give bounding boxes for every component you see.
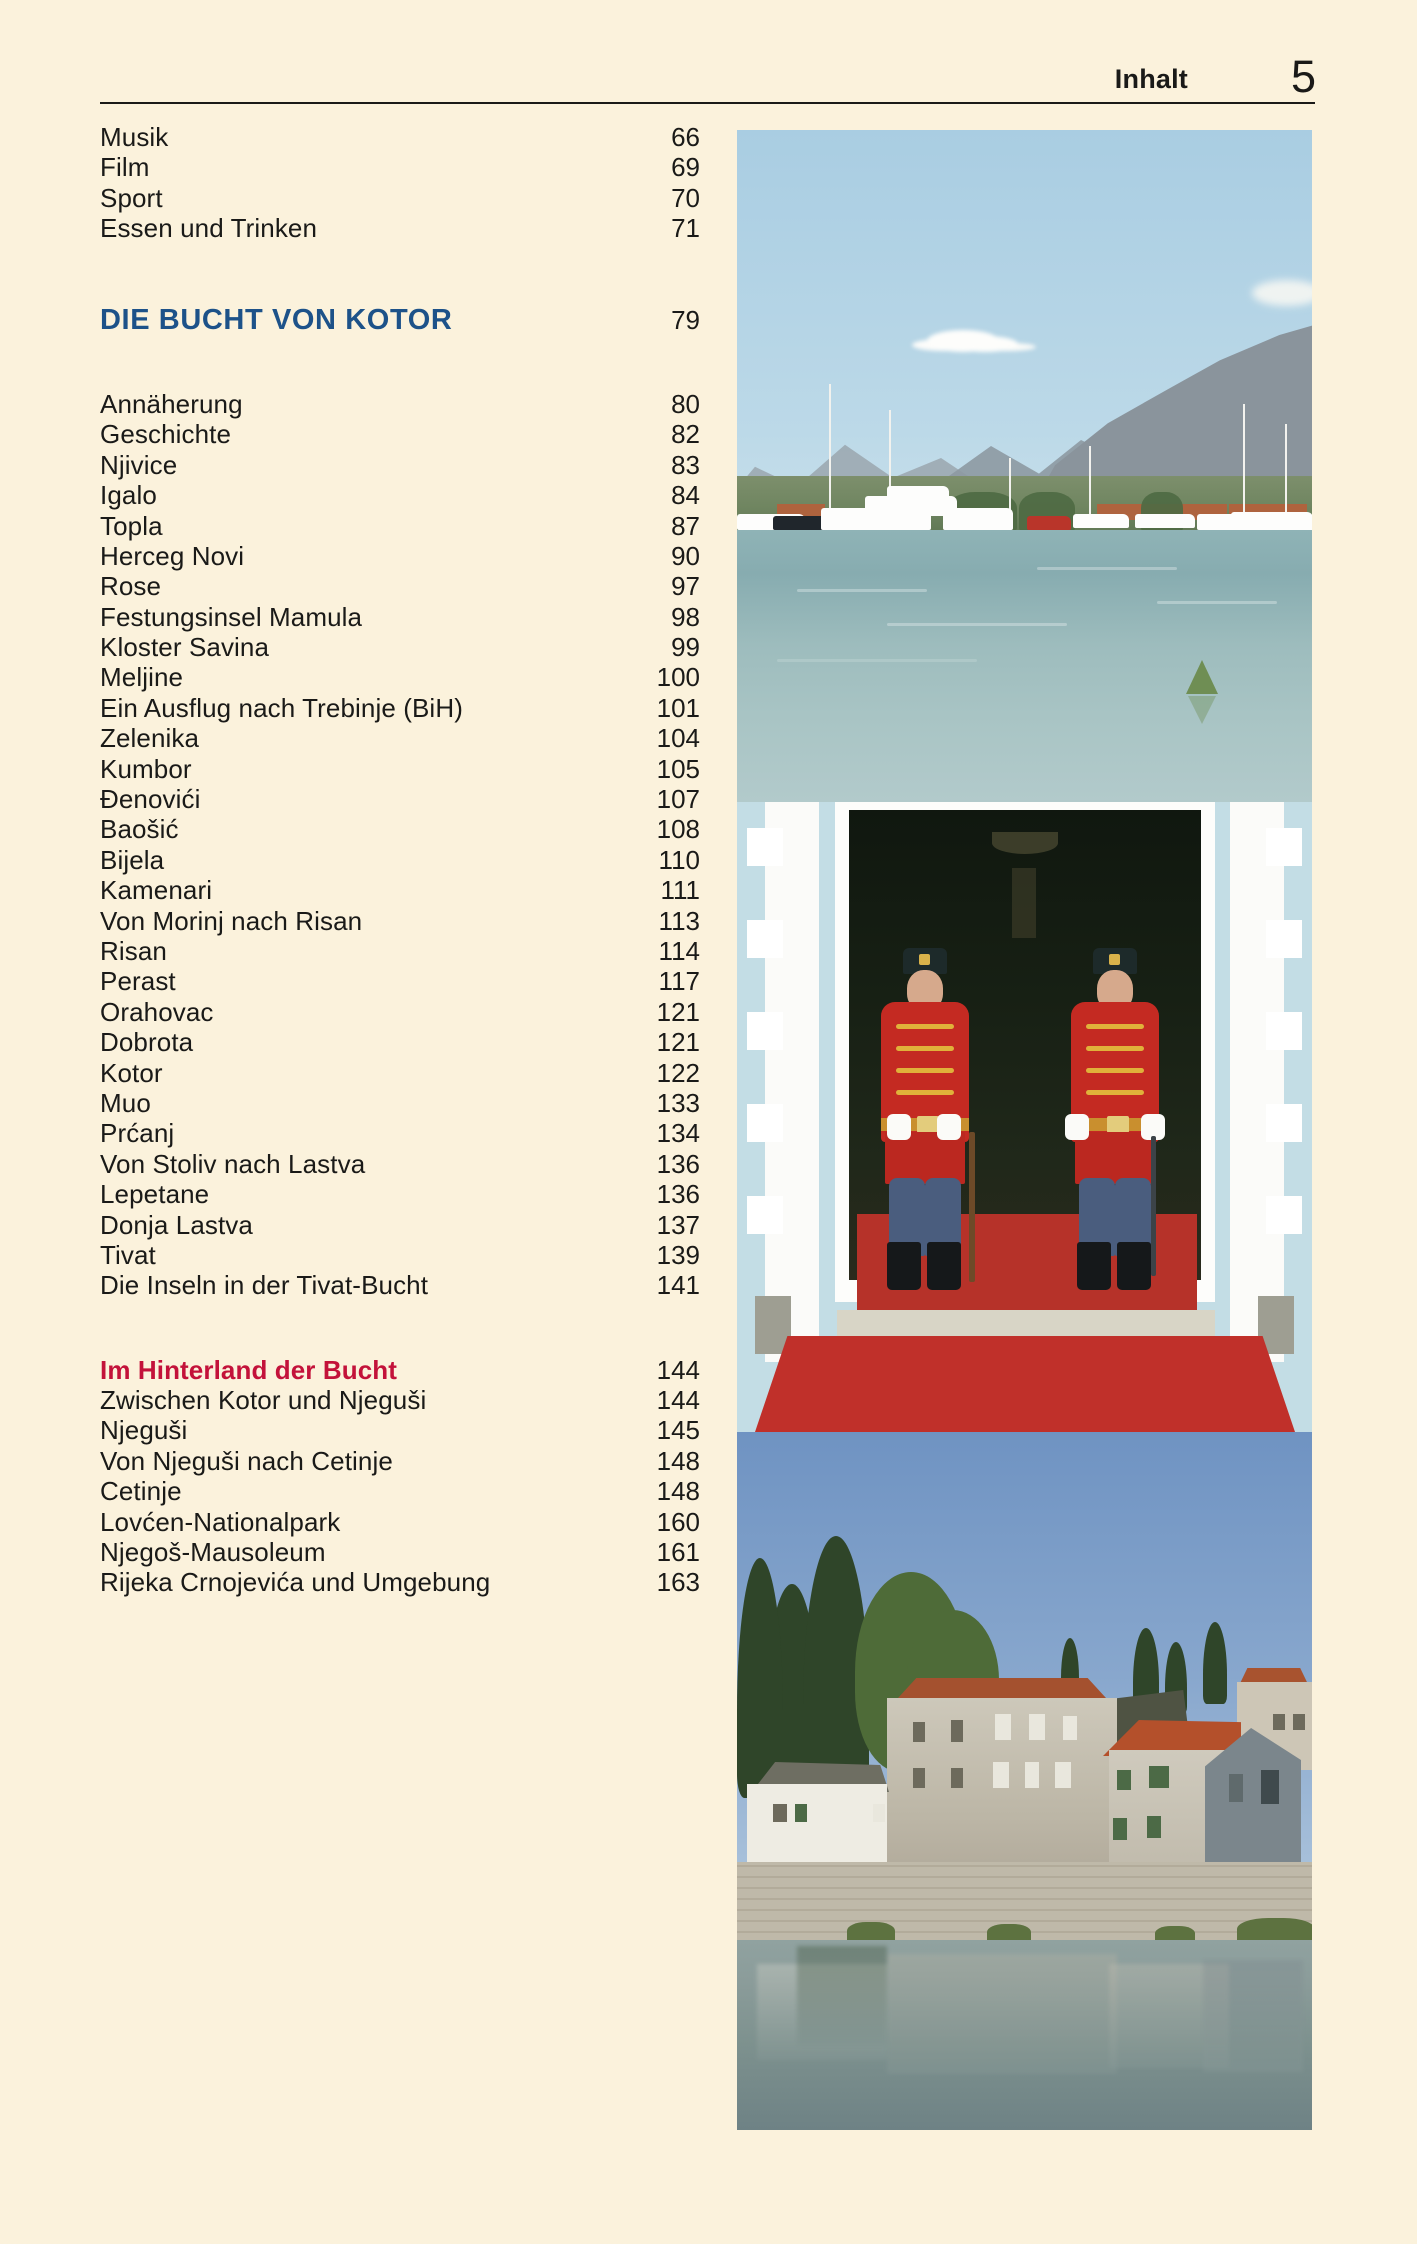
toc-entry-page: 87 <box>671 510 700 541</box>
toc-entry[interactable] <box>100 122 700 152</box>
toc-entry-label: Topla <box>100 510 163 541</box>
water <box>737 530 1312 802</box>
toc-entry-page: 144 <box>656 1354 700 1385</box>
toc-spacer <box>100 335 700 389</box>
toc-entry-page: 66 <box>671 122 700 152</box>
toc-entry-page: 134 <box>656 1118 700 1149</box>
toc-entry-label: Njeguši <box>100 1415 188 1446</box>
cloud-icon <box>1252 280 1312 306</box>
quoin-block <box>747 1104 783 1142</box>
toc-entry[interactable] <box>100 632 700 662</box>
toc-entry-page: 114 <box>658 935 700 966</box>
quoin-block <box>747 1196 783 1234</box>
toc-entry[interactable] <box>100 1537 700 1567</box>
white-glove <box>887 1114 911 1140</box>
toc-entry-label: Donja Lastva <box>100 1209 253 1240</box>
toc-entry[interactable] <box>100 1385 700 1415</box>
toc-entry[interactable] <box>100 784 700 814</box>
toc-entry[interactable] <box>100 662 700 692</box>
toc-entry-label: Lovćen-Nationalpark <box>100 1506 341 1537</box>
belt-buckle <box>1107 1116 1129 1133</box>
window <box>873 1804 885 1822</box>
window <box>1293 1714 1305 1730</box>
window <box>951 1768 963 1788</box>
toc-entry-page: 83 <box>671 449 700 480</box>
toc-entry-label: Prćanj <box>100 1118 175 1149</box>
toc-entry-page: 82 <box>671 419 700 450</box>
toc-entry-label: Meljine <box>100 662 184 693</box>
toc-entry[interactable] <box>100 511 700 541</box>
toc-entry-label: Musik <box>100 122 169 152</box>
cloud-icon <box>927 330 999 352</box>
guard-boot <box>887 1242 921 1290</box>
toc-entry-label: DIE BUCHT VON KOTOR <box>100 303 453 336</box>
toc-entry-page: 160 <box>656 1506 700 1537</box>
toc-entry-label: Muo <box>100 1087 151 1118</box>
red-carpet <box>755 1336 1295 1432</box>
toc-entry-page: 101 <box>656 692 700 723</box>
window-shutter <box>1113 1818 1127 1840</box>
toc-entry-label: Zwischen Kotor und Njeguši <box>100 1385 427 1416</box>
toc-entry-label: Annäherung <box>100 388 243 419</box>
toc-entry-label: Kloster Savina <box>100 632 270 663</box>
toc-entry[interactable] <box>100 906 700 936</box>
toc-entry[interactable] <box>100 1270 700 1300</box>
toc-entry-label: Von Njeguši nach Cetinje <box>100 1445 393 1476</box>
guard-boot <box>927 1242 961 1290</box>
toc-entry[interactable] <box>100 213 700 243</box>
cap-badge <box>919 954 930 965</box>
toc-entry[interactable] <box>100 875 700 905</box>
toc-entry-page: 137 <box>656 1209 700 1240</box>
toc-entry-page: 84 <box>671 480 700 511</box>
toc-entry-label: Rose <box>100 571 162 602</box>
mast <box>829 384 831 516</box>
gold-braid <box>896 1090 954 1095</box>
door <box>1261 1770 1279 1804</box>
toc-entry-page: 105 <box>656 753 700 784</box>
mast <box>1243 404 1245 516</box>
toc-entry-label: Risan <box>100 935 167 966</box>
toc-entry-page: 136 <box>656 1148 700 1179</box>
toc-section-heading[interactable] <box>100 305 700 335</box>
toc-entry-page: 79 <box>671 304 700 335</box>
toc-entry-page: 122 <box>656 1057 700 1088</box>
toc-entry-label: Herceg Novi <box>100 540 245 571</box>
yacht <box>943 508 1013 530</box>
guard-boot <box>1077 1242 1111 1290</box>
toc-entry[interactable] <box>100 541 700 571</box>
guard-left <box>865 946 985 1276</box>
toc-entry[interactable] <box>100 1088 700 1118</box>
toc-entry-label: Im Hinterland der Bucht <box>100 1354 397 1385</box>
mast <box>1009 458 1011 516</box>
toc-entry[interactable] <box>100 845 700 875</box>
toc-entry-page: 148 <box>656 1445 700 1476</box>
quoin-block <box>747 1012 783 1050</box>
toc-entry-label: Rijeka Crnojevića und Umgebung <box>100 1567 491 1598</box>
quoin-block <box>1266 1196 1302 1234</box>
buoy-reflection <box>1188 696 1216 724</box>
toc-entry-label: Orahovac <box>100 996 214 1027</box>
toc-entry-label: Lepetane <box>100 1179 210 1210</box>
toc-entry-label: Von Stoliv nach Lastva <box>100 1148 366 1179</box>
toc-entry[interactable] <box>100 1149 700 1179</box>
window-shutter <box>1149 1766 1169 1788</box>
toc-spacer <box>100 244 700 305</box>
toc-entry[interactable] <box>100 723 700 753</box>
window <box>773 1804 787 1822</box>
toc-entry-page: 108 <box>656 814 700 845</box>
window-shutter <box>1147 1816 1161 1838</box>
window <box>995 1714 1011 1740</box>
page-number: 5 <box>1290 51 1315 102</box>
toc-entry-page: 144 <box>656 1385 700 1416</box>
window <box>1025 1762 1039 1788</box>
toc-entry[interactable] <box>100 1476 700 1506</box>
toc-entry-page: 100 <box>656 662 700 693</box>
gold-braid <box>896 1024 954 1029</box>
running-head-title: Inhalt <box>1114 64 1188 94</box>
boat <box>1027 516 1071 530</box>
building-reflection <box>887 1954 1117 2074</box>
gold-braid <box>1086 1068 1144 1073</box>
window <box>1029 1714 1045 1740</box>
mast <box>1089 446 1091 516</box>
window <box>951 1720 963 1742</box>
gold-braid <box>1086 1046 1144 1051</box>
toc-entry-label: Igalo <box>100 480 157 511</box>
toc-entry-page: 163 <box>656 1567 700 1598</box>
water-reflection <box>777 659 977 662</box>
water-reflection <box>887 623 1067 626</box>
toc-entry[interactable] <box>100 1210 700 1240</box>
building-reflection <box>1203 1960 1303 2072</box>
toc-entry[interactable] <box>100 1507 700 1537</box>
tunic-skirt <box>1075 1132 1155 1184</box>
toc-entry[interactable] <box>100 814 700 844</box>
toc-subsection-heading[interactable] <box>100 1355 700 1385</box>
toc-entry-label: Zelenika <box>100 723 200 754</box>
toc-entry[interactable] <box>100 693 700 723</box>
boat <box>1073 514 1129 528</box>
toc-entry-page: 90 <box>671 540 700 571</box>
gold-braid <box>1086 1024 1144 1029</box>
toc-entry[interactable] <box>100 571 700 601</box>
toc-entry-label: Tivat <box>100 1239 156 1270</box>
toc-entry-page: 136 <box>656 1179 700 1210</box>
toc-entry[interactable] <box>100 450 700 480</box>
toc-entry[interactable] <box>100 480 700 510</box>
toc-entry[interactable] <box>100 419 700 449</box>
gold-braid <box>896 1068 954 1073</box>
toc-entry-page: 99 <box>671 632 700 663</box>
window <box>993 1762 1009 1788</box>
sabre <box>1151 1136 1156 1276</box>
gold-braid <box>1086 1090 1144 1095</box>
window <box>1055 1762 1071 1788</box>
water-reflection <box>797 589 927 592</box>
water-reflection <box>1037 567 1177 570</box>
quoin-column <box>1230 802 1284 1362</box>
cap-badge <box>1109 954 1120 965</box>
window <box>1273 1714 1285 1730</box>
toc-entry[interactable] <box>100 754 700 784</box>
toc-entry-page: 80 <box>671 388 700 419</box>
toc-entry-page: 107 <box>656 784 700 815</box>
quoin-block <box>747 920 783 958</box>
window <box>913 1768 925 1788</box>
toc-entry-page: 145 <box>656 1415 700 1446</box>
white-glove <box>1065 1114 1089 1140</box>
belt-buckle <box>917 1116 939 1133</box>
guard-right <box>1055 946 1175 1276</box>
toc-entry-page: 97 <box>671 571 700 602</box>
toc-entry-page: 139 <box>656 1239 700 1270</box>
toc-entry-label: Cetinje <box>100 1476 182 1507</box>
toc-entry-label: Perast <box>100 966 176 997</box>
toc-entry-label: Film <box>100 152 150 183</box>
toc-entry[interactable] <box>100 183 700 213</box>
photo-column <box>737 130 1312 2130</box>
quoin-block <box>1266 1104 1302 1142</box>
toc-entry[interactable] <box>100 1027 700 1057</box>
toc-entry-page: 110 <box>658 844 700 875</box>
toc-entry-page: 133 <box>656 1087 700 1118</box>
toc-entry-page: 98 <box>671 601 700 632</box>
harbour-photo <box>737 130 1312 802</box>
toc-entry-label: Kumbor <box>100 753 192 784</box>
toc-entry-page: 70 <box>671 182 700 213</box>
toc-entry-label: Njivice <box>100 449 178 480</box>
toc-entry[interactable] <box>100 1415 700 1445</box>
toc-entry[interactable] <box>100 602 700 632</box>
toc-entry[interactable] <box>100 1179 700 1209</box>
toc-entry-label: Sport <box>100 182 163 213</box>
toc-entry-label: Njegoš-Mausoleum <box>100 1537 326 1568</box>
toc-entry-label: Đenovići <box>100 784 201 815</box>
mast <box>1285 424 1287 516</box>
toc-entry[interactable] <box>100 152 700 182</box>
toc-entry-page: 121 <box>656 1027 700 1058</box>
riverside-town-photo <box>737 1432 1312 2130</box>
window-shutter <box>795 1804 807 1822</box>
window-shutter <box>1117 1770 1131 1790</box>
toc-entry-label: Kamenari <box>100 875 213 906</box>
yacht <box>887 486 949 502</box>
toc-entry-page: 148 <box>656 1476 700 1507</box>
water-reflection <box>1157 601 1277 604</box>
rifle <box>969 1132 975 1282</box>
toc-entry-label: Bijela <box>100 844 165 875</box>
toc-entry-label: Von Morinj nach Risan <box>100 905 363 936</box>
quoin-block <box>1266 920 1302 958</box>
window <box>913 1722 925 1742</box>
toc-entry-label: Geschichte <box>100 419 232 450</box>
toc-entry-label: Dobrota <box>100 1027 194 1058</box>
toc-entry-page: 104 <box>656 723 700 754</box>
tree-reflection <box>797 1946 887 2046</box>
lamp <box>1012 868 1036 938</box>
white-glove <box>937 1114 961 1140</box>
toc-entry-label: Kotor <box>100 1057 163 1088</box>
toc-entry-page: 69 <box>671 152 700 183</box>
toc-entry-label: Essen und Trinken <box>100 213 318 244</box>
quoin-block <box>1266 1012 1302 1050</box>
toc-entry-label: Baošić <box>100 814 179 845</box>
toc-spacer <box>100 1301 700 1355</box>
toc-entry-label: Die Inseln in der Tivat-Bucht <box>100 1270 429 1301</box>
toc-entry-page: 161 <box>656 1537 700 1568</box>
threshold-step <box>837 1310 1215 1336</box>
toc-entry-page: 111 <box>660 875 700 906</box>
gold-braid <box>896 1046 954 1051</box>
toc-entry[interactable] <box>100 1446 700 1476</box>
guards-photo <box>737 802 1312 1432</box>
toc-entry[interactable] <box>100 389 700 419</box>
toc-entry[interactable] <box>100 1058 700 1088</box>
running-head <box>100 48 1315 104</box>
toc-entry[interactable] <box>100 997 700 1027</box>
table-of-contents <box>100 122 700 1598</box>
toc-entry[interactable] <box>100 1567 700 1597</box>
toc-entry-page: 71 <box>671 213 700 244</box>
window <box>1229 1774 1243 1802</box>
quoin-block <box>1266 828 1302 866</box>
boat <box>1135 514 1195 528</box>
toc-entry[interactable] <box>100 1240 700 1270</box>
toc-entry-page: 121 <box>656 996 700 1027</box>
toc-entry-page: 141 <box>656 1270 700 1301</box>
window <box>1063 1716 1077 1740</box>
toc-entry-label: Ein Ausflug nach Trebinje (BiH) <box>100 692 463 723</box>
toc-entry-label: Festungsinsel Mamula <box>100 601 363 632</box>
toc-entry[interactable] <box>100 966 700 996</box>
lamp <box>992 832 1058 854</box>
toc-entry[interactable] <box>100 936 700 966</box>
quoin-column <box>765 802 819 1362</box>
toc-entry-page: 113 <box>658 905 700 936</box>
buoy <box>1186 660 1218 694</box>
toc-entry-page: 117 <box>658 966 700 997</box>
guard-boot <box>1117 1242 1151 1290</box>
toc-entry[interactable] <box>100 1118 700 1148</box>
quoin-block <box>747 828 783 866</box>
